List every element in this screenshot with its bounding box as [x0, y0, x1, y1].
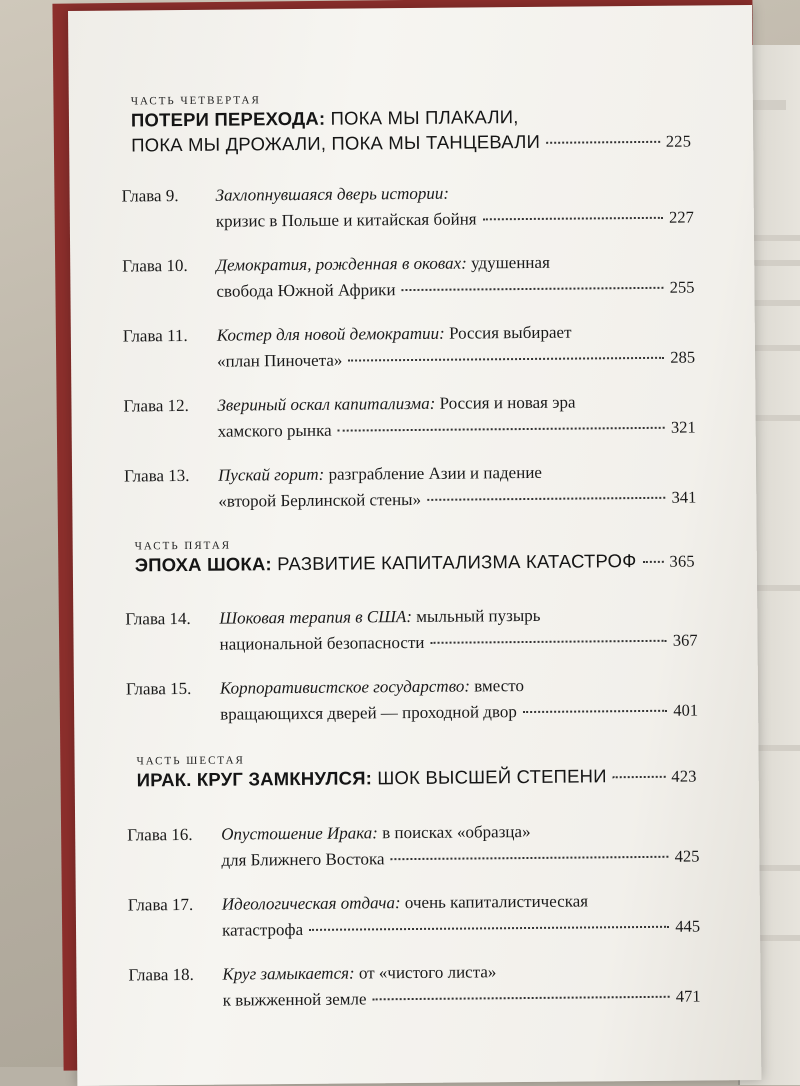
leader-dots: [373, 996, 670, 1001]
chapter-entry: Глава 18. Круг замыкается: от «чистого листа» к выжженной земле 471: [128, 962, 701, 1010]
page-number: 423: [671, 766, 697, 786]
chapter-number: Глава 12.: [123, 395, 189, 416]
part-label: ЧАСТЬ ПЯТАЯ: [134, 539, 232, 553]
contents-page: [68, 5, 761, 1086]
part-title: ИРАК. КРУГ ЗАМКНУЛСЯ: ШОК ВЫСШЕЙ СТЕПЕНИ 423: [136, 765, 697, 791]
chapter-number: Глава 9.: [121, 186, 179, 206]
part-title: ПОТЕРИ ПЕРЕХОДА: ПОКА МЫ ПЛАКАЛИ,: [130, 106, 519, 131]
page-number: 401: [673, 700, 699, 720]
leader-dots: [401, 287, 663, 291]
part-title: ЭПОХА ШОКА: РАЗВИТИЕ КАПИТАЛИЗМА КАТАСТРОФ 365: [134, 550, 695, 576]
chapter-entry: Глава 11. Костер для новой демократии: Россия выбирает «план Пиночета» 285: [122, 322, 696, 371]
chapter-entry: Глава 13. Пускай горит: разграбление Азии и падение «второй Берлинской стены» 341: [123, 462, 697, 511]
part-five: [135, 536, 695, 579]
page-number: 227: [669, 207, 694, 227]
page-number: 341: [671, 487, 697, 507]
leader-dots: [613, 776, 666, 778]
page-number: 471: [675, 986, 701, 1006]
part-label: ЧАСТЬ ШЕСТАЯ: [136, 754, 245, 768]
leader-dots: [427, 497, 666, 501]
leader-dots: [309, 926, 669, 931]
leader-dots: [430, 640, 666, 644]
leader-dots: [642, 561, 663, 563]
chapter-entry: Глава 12. Звериный оскал капитализма: Россия и новая эра хамского рынка 321: [123, 392, 696, 441]
chapter-number: Глава 11.: [122, 325, 188, 346]
chapter-number: Глава 14.: [125, 608, 191, 629]
part-four: [131, 91, 692, 159]
page-number: 225: [665, 131, 692, 151]
leader-dots: [523, 710, 668, 713]
part-label: ЧАСТЬ ЧЕТВЕРТАЯ: [130, 94, 261, 108]
chapter-entry: Глава 10. Демократия, рожденная в оковах: удушенная свобода Южной Африки 255: [122, 252, 695, 301]
chapter-entry: Глава 16. Опустошение Ирака: в поисках «образца» для Ближнего Востока 425: [127, 821, 700, 870]
chapter-entry: Глава 15. Корпоративистское государство: вместо вращающихся дверей — проходной двор 401: [125, 676, 699, 724]
leader-dots: [390, 856, 668, 860]
chapter-number: Глава 13.: [123, 465, 190, 486]
chapter-entry: Глава 9. Захлопнувшаяся дверь истории: кризис в Польше и китайская бойня 227: [121, 183, 694, 231]
leader-dots: [338, 427, 665, 432]
leader-dots: [348, 357, 664, 362]
page-number: 367: [672, 630, 698, 650]
page-number: 425: [674, 846, 700, 866]
page-number: 255: [669, 277, 695, 297]
page-number: 285: [670, 347, 696, 367]
leader-dots: [546, 141, 660, 144]
chapter-number: Глава 10.: [122, 255, 188, 276]
part-title-line2: ПОКА МЫ ДРОЖАЛИ, ПОКА МЫ ТАНЦЕВАЛИ 225: [131, 128, 691, 159]
chapter-number: Глава 18.: [128, 964, 194, 985]
chapter-number: Глава 17.: [127, 894, 194, 915]
chapter-number: Глава 16.: [127, 824, 193, 845]
page-number: 365: [669, 551, 695, 571]
chapter-entry: Глава 17. Идеологическая отдача: очень капиталистическая катастрофа 445: [127, 891, 701, 940]
chapter-number: Глава 15.: [125, 678, 192, 699]
chapter-entry: Глава 14. Шоковая терапия в США: мыльный пузырь национальной безопасности 367: [125, 605, 698, 654]
page-number: 321: [670, 417, 696, 437]
page-number: 445: [675, 916, 701, 936]
leader-dots: [483, 217, 664, 221]
part-six: [137, 751, 697, 794]
